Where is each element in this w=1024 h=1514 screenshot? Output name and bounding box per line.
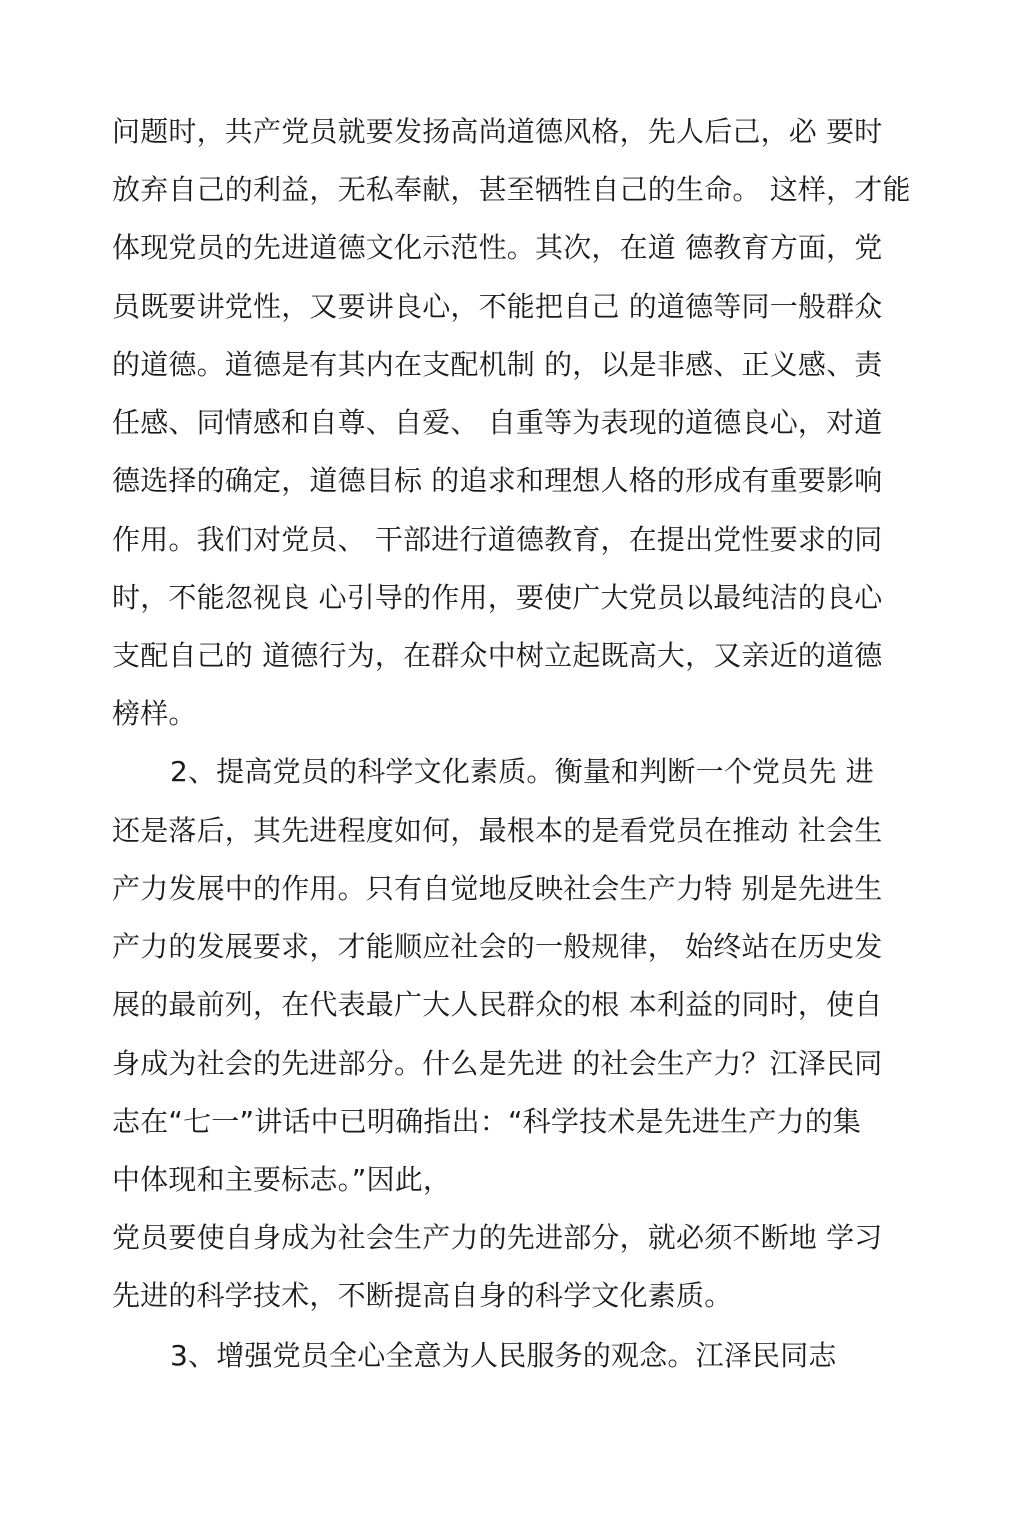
text-line: 时，不能忽视良 心引导的作用，要使广大党员以最纯洁的良心 [112, 581, 883, 614]
text-line: 的道德。道德是有其内在支配机制 的，以是非感、正义感、责 [112, 348, 883, 381]
paragraph-start-line: 2、提高党员的科学文化素质。衡量和判断一个党员先 进 [170, 755, 874, 788]
text-line: 任感、同情感和自尊、自爱、 自重等为表现的道德良心，对道 [112, 406, 883, 439]
text-line: 产力发展中的作用。只有自觉地反映社会生产力特 别是先进生 [112, 872, 883, 905]
text-line: 还是落后，其先进程度如何，最根本的是看党员在推动 社会生 [112, 814, 883, 847]
text-line: 展的最前列，在代表最广大人民群众的根 本利益的同时，使自 [112, 988, 883, 1021]
text-line: 作用。我们对党员、 干部进行道德教育，在提出党性要求的同 [112, 523, 883, 556]
text-line: 党员要使自身成为社会生产力的先进部分，就必须不断地 学习 [112, 1221, 883, 1254]
text-line: 榜样。 [112, 697, 197, 730]
text-line: 放弃自己的利益，无私奉献，甚至牺牲自己的生命。 这样，才能 [112, 173, 911, 206]
text-line: 先进的科学技术，不断提高自身的科学文化素质。 [112, 1279, 733, 1312]
text-line: 产力的发展要求，才能顺应社会的一般规律， 始终站在历史发 [112, 930, 883, 963]
text-line: 身成为社会的先进部分。什么是先进 的社会生产力？江泽民同 [112, 1047, 883, 1080]
text-line: 支配自己的 道德行为，在群众中树立起既高大，又亲近的道德 [112, 639, 883, 672]
text-line: 中体现和主要标志。”因此， [112, 1163, 452, 1196]
text-line: 德选择的确定，道德目标 的追求和理想人格的形成有重要影响 [112, 464, 883, 497]
text-line: 体现党员的先进道德文化示范性。其次，在道 德教育方面，党 [112, 231, 883, 264]
paragraph-start-line: 3、增强党员全心全意为人民服务的观念。江泽民同志 [170, 1339, 837, 1372]
text-line: 员既要讲党性，又要讲良心，不能把自己 的道德等同一般群众 [112, 290, 883, 323]
text-line: 问题时，共产党员就要发扬高尚道德风格，先人后己，必 要时 [112, 115, 883, 148]
text-line: 志在“七一”讲话中已明确指出：“科学技术是先进生产力的集 [112, 1105, 862, 1138]
